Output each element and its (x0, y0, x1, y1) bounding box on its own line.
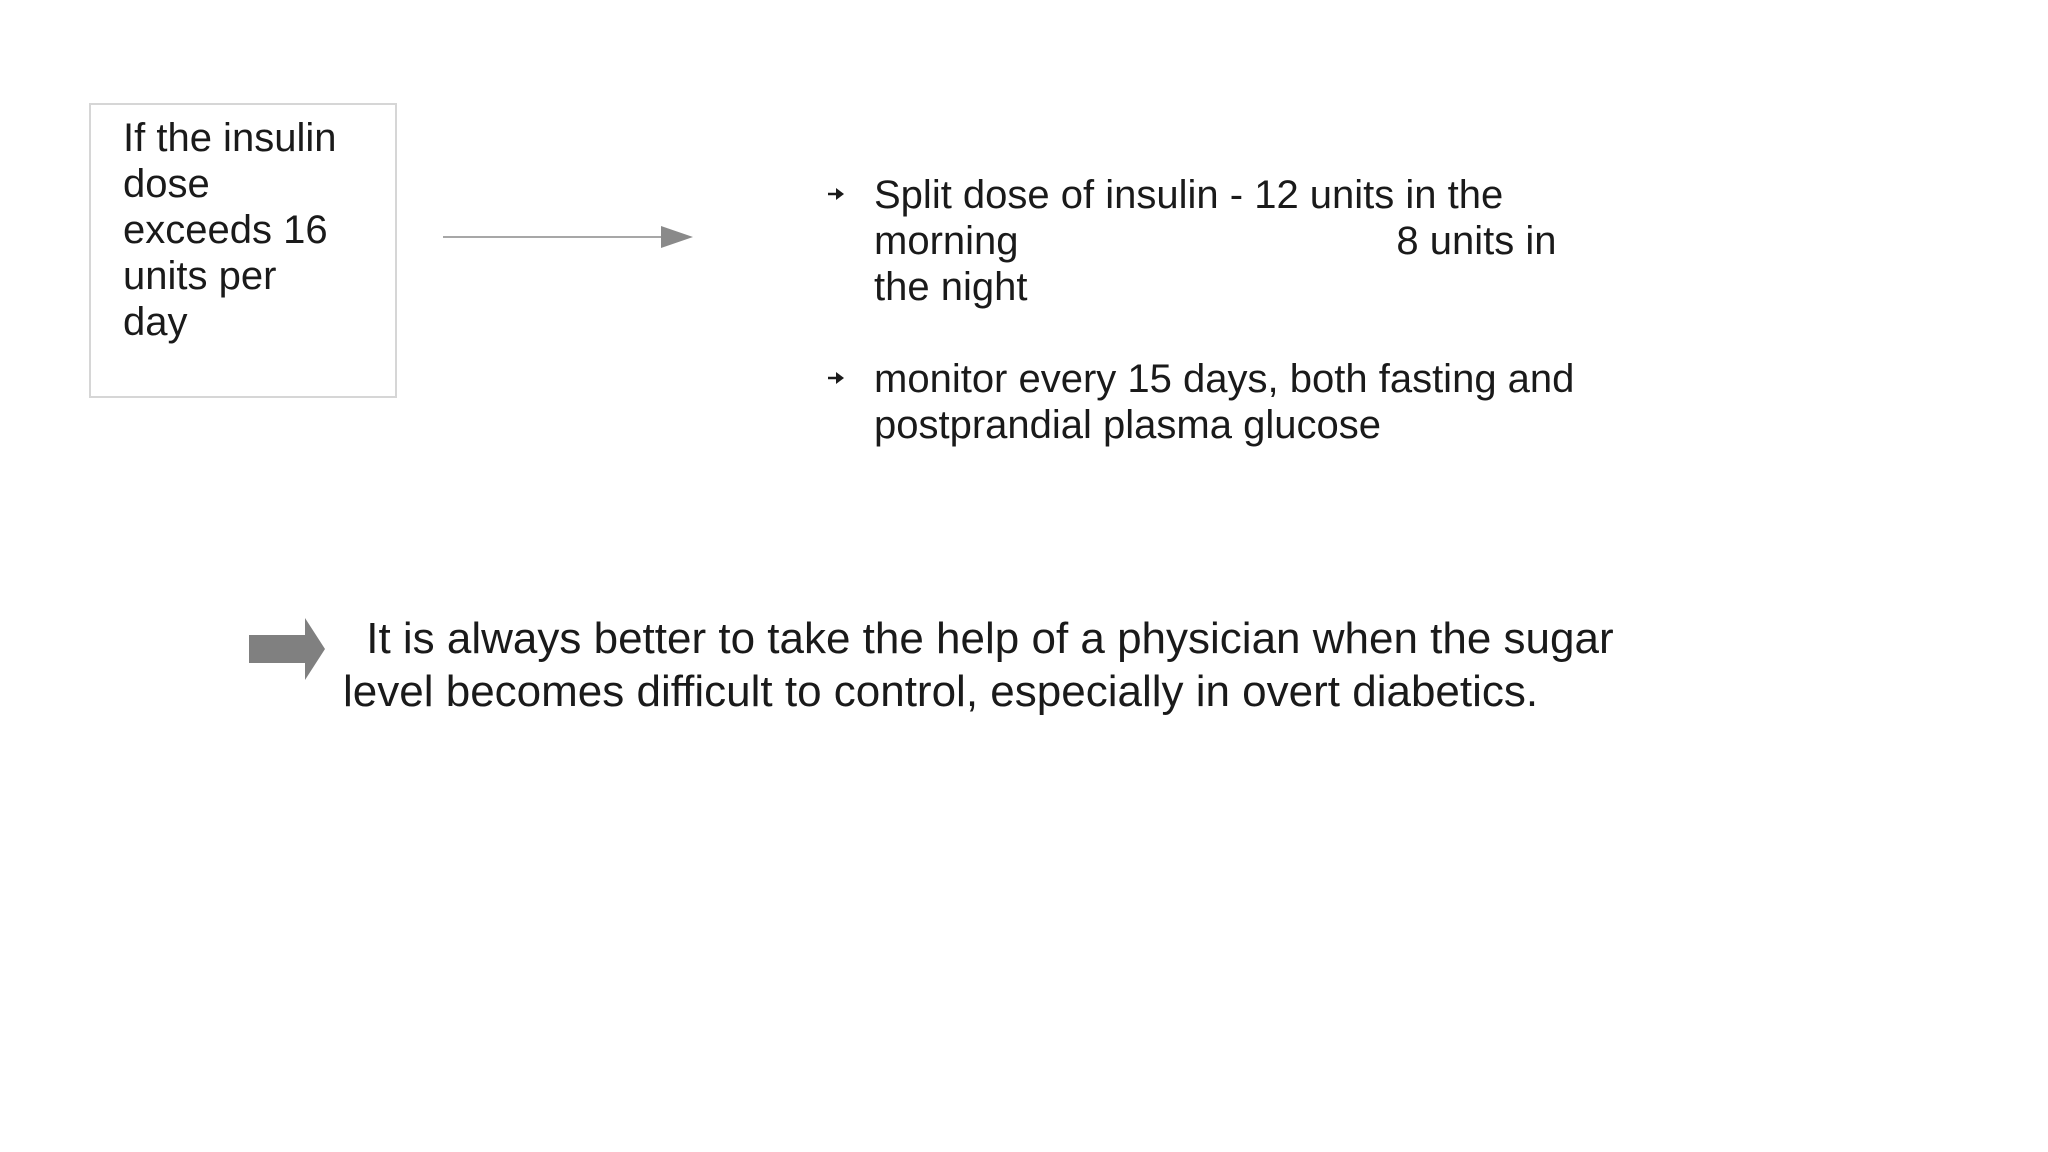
condition-line: If the insulin (123, 116, 337, 160)
condition-line: exceeds 16 (123, 208, 328, 252)
block-arrow-right-icon (249, 618, 325, 680)
condition-box (89, 103, 397, 398)
recommendation-line: the night (874, 265, 1028, 309)
advice-line: level becomes difficult to control, especially in overt diabetics. (343, 667, 1539, 716)
condition-line: dose (123, 162, 210, 206)
condition-line: day (123, 300, 188, 344)
condition-line: units per (123, 254, 277, 298)
recommendation-item (826, 356, 1646, 448)
advice-text (343, 612, 1814, 718)
recommendation-line: morning 8 units in (874, 219, 1557, 263)
connector-arrow-icon (443, 222, 693, 252)
arrow-bullet-icon (826, 368, 846, 388)
advice-line: It is always better to take the help of a physician when the sugar (354, 614, 1614, 663)
recommendation-item (826, 172, 1646, 310)
recommendation-line: monitor every 15 days, both fasting and (874, 357, 1575, 401)
arrow-bullet-icon (826, 184, 846, 204)
recommendation-list (826, 172, 1646, 448)
recommendation-line: Split dose of insulin - 12 units in the (874, 173, 1504, 217)
recommendation-line: postprandial plasma glucose (874, 403, 1381, 447)
